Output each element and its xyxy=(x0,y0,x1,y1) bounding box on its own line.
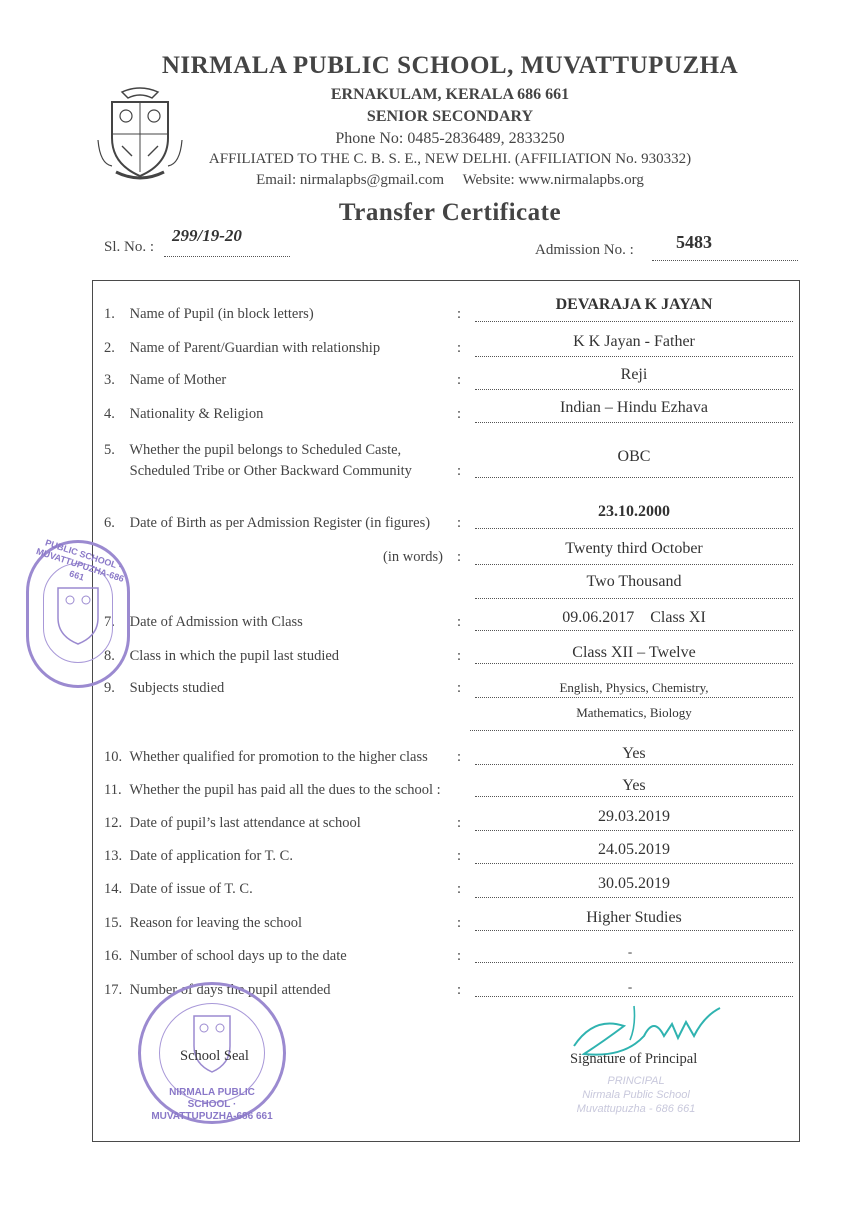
item-3-label: 3. Name of Mother xyxy=(104,372,227,388)
school-level: SENIOR SECONDARY xyxy=(366,108,534,125)
item-13-colon: : xyxy=(457,848,462,864)
item-10-dots xyxy=(475,763,793,765)
item-9-label: 9. Subjects studied xyxy=(104,680,225,696)
principal-stamp-line-3: Muvattupuzha - 686 661 xyxy=(576,1103,696,1115)
item-13-dots xyxy=(475,862,793,864)
school-phone: Phone No: 0485-2836489, 2833250 xyxy=(335,130,565,147)
item-5-colon: : xyxy=(457,463,462,479)
serial-value: 299/19-20 xyxy=(172,226,242,245)
left-seal-text: PUBLIC SCHOOL · MUVATTUPUZHA-686 661 xyxy=(35,537,126,584)
item-9-dots-line2 xyxy=(470,729,793,731)
item-2-label: 2. Name of Parent/Guardian with relationship xyxy=(104,340,381,356)
item-4-dots xyxy=(475,421,793,423)
item-17-colon: : xyxy=(457,982,462,998)
item-12-value: 29.03.2019 xyxy=(598,808,670,825)
principal-stamp-line-2: Nirmala Public School xyxy=(582,1089,690,1101)
item-4-colon: : xyxy=(457,406,462,422)
item-8-dots xyxy=(475,662,793,664)
item-14-colon: : xyxy=(457,881,462,897)
item-10-label: 10. Whether qualified for promotion to the higher class xyxy=(104,749,428,765)
item-9-dots xyxy=(475,696,793,698)
item-5-dots xyxy=(475,476,793,478)
item-6-dots-words xyxy=(475,563,793,565)
admission-value: 5483 xyxy=(676,232,712,252)
school-seal-label: School Seal xyxy=(180,1048,249,1064)
item-6-dots-words-line2 xyxy=(475,597,793,599)
item-14-value: 30.05.2019 xyxy=(598,875,670,892)
school-contact xyxy=(200,172,700,189)
item-6-dots xyxy=(475,527,793,529)
principal-stamp xyxy=(566,1074,706,1116)
item-16-value: - xyxy=(627,944,633,959)
item-6-label: 6. Date of Birth as per Admission Register (in figures) xyxy=(104,515,431,531)
item-2-dots xyxy=(475,355,793,357)
item-6-value-words: Twenty third October xyxy=(565,540,703,557)
item-4-value: Indian – Hindu Ezhava xyxy=(560,399,708,416)
item-17-value: - xyxy=(627,979,633,994)
item-15-colon: : xyxy=(457,915,462,931)
item-9-value-line2: Mathematics, Biology xyxy=(576,705,692,720)
item-6-value: 23.10.2000 xyxy=(598,503,670,520)
item-10-value: Yes xyxy=(622,745,646,762)
item-7-label: 7. Date of Admission with Class xyxy=(104,614,303,630)
item-16-label: 16. Number of school days up to the date xyxy=(104,948,347,964)
item-16-colon: : xyxy=(457,948,462,964)
item-5-label-line2: Scheduled Tribe or Other Backward Community xyxy=(129,463,412,479)
principal-stamp-line-1: PRINCIPAL xyxy=(607,1075,665,1087)
item-7-colon: : xyxy=(457,614,462,630)
item-3-colon: : xyxy=(457,372,462,388)
item-16-dots xyxy=(475,961,793,963)
item-5-label: 5. Whether the pupil belongs to Scheduled Caste, xyxy=(104,442,402,458)
item-7-value: 09.06.2017 Class XI xyxy=(562,609,706,626)
item-6-colon-words: : xyxy=(457,549,462,565)
item-11-dots xyxy=(475,795,793,797)
school-seal-stamp-left xyxy=(26,537,130,688)
item-13-label: 13. Date of application for T. C. xyxy=(104,848,293,864)
item-6-value-words-line2: Two Thousand xyxy=(586,573,682,590)
item-14-dots xyxy=(475,896,793,898)
item-4-label: 4. Nationality & Religion xyxy=(104,406,264,422)
item-9-colon: : xyxy=(457,680,462,696)
item-3-dots xyxy=(475,388,793,390)
serial-dots xyxy=(164,246,290,257)
item-8-colon: : xyxy=(457,648,462,664)
school-website: Website: www.nirmalapbs.org xyxy=(462,172,644,188)
school-name: NIRMALA PUBLIC SCHOOL, MUVATTUPUZHA xyxy=(161,52,739,79)
admission-label: Admission No. : xyxy=(535,242,634,258)
item-9-value: English, Physics, Chemistry, xyxy=(559,680,709,695)
item-12-dots xyxy=(475,829,793,831)
signature-label: Signature of Principal xyxy=(570,1051,698,1067)
item-5-value: OBC xyxy=(617,448,651,465)
admission-dots xyxy=(652,250,798,261)
item-7-dots xyxy=(475,629,793,631)
item-15-label: 15. Reason for leaving the school xyxy=(104,915,302,931)
school-address: ERNAKULAM, KERALA 686 661 xyxy=(330,86,570,103)
item-3-value: Reji xyxy=(620,366,648,383)
item-14-label: 14. Date of issue of T. C. xyxy=(104,881,253,897)
item-6-label-words: (in words) xyxy=(383,549,444,565)
item-15-dots xyxy=(475,929,793,931)
item-1-colon: : xyxy=(457,306,462,322)
item-1-dots xyxy=(475,320,793,322)
item-13-value: 24.05.2019 xyxy=(598,841,670,858)
serial-label: Sl. No. : xyxy=(104,239,155,255)
item-15-value: Higher Studies xyxy=(586,909,682,926)
document-title: Transfer Certificate xyxy=(338,199,562,226)
item-17-label: 17. Number of days the pupil attended xyxy=(104,982,331,998)
school-crest-icon xyxy=(92,84,188,184)
school-email: Email: nirmalapbs@gmail.com xyxy=(256,172,445,188)
item-2-colon: : xyxy=(457,340,462,356)
bottom-seal-text: NIRMALA PUBLIC SCHOOL · MUVATTUPUZHA-686 661 xyxy=(151,1087,273,1122)
item-12-label: 12. Date of pupil’s last attendance at school xyxy=(104,815,361,831)
item-12-colon: : xyxy=(457,815,462,831)
item-6-colon: : xyxy=(457,515,462,531)
item-2-value: K K Jayan - Father xyxy=(573,333,695,350)
item-11-label: 11. Whether the pupil has paid all the dues to the school : xyxy=(104,782,441,798)
item-8-label: 8. Class in which the pupil last studied xyxy=(104,648,340,664)
item-1-value: DEVARAJA K JAYAN xyxy=(555,296,713,313)
item-11-value: Yes xyxy=(622,777,646,794)
item-8-value: Class XII – Twelve xyxy=(572,644,696,661)
item-1-label: 1. Name of Pupil (in block letters) xyxy=(104,306,314,322)
school-affiliation: AFFILIATED TO THE C. B. S. E., NEW DELHI. (AFFILIATION No. 930332) xyxy=(208,151,692,167)
item-10-colon: : xyxy=(457,749,462,765)
